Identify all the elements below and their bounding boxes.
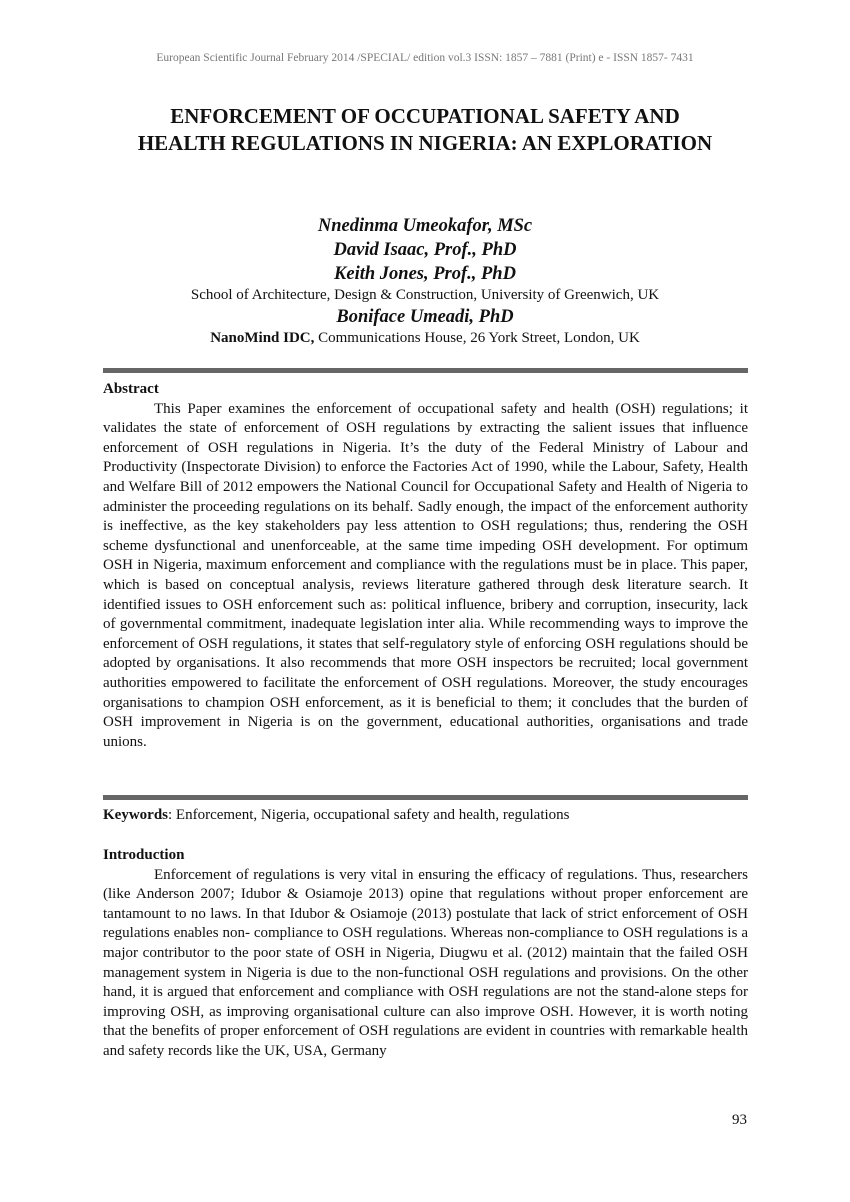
keywords-text: : Enforcement, Nigeria, occupational safety and health, regulations	[168, 807, 570, 823]
author-affiliation: School of Architecture, Design & Construction, University of Greenwich, UK	[190, 287, 660, 303]
title-line-1: ENFORCEMENT OF OCCUPATIONAL SAFETY AND	[170, 104, 680, 128]
running-header: European Scientific Journal February 2014 /SPECIAL/ edition vol.3 ISSN: 1857 – 7881 (Print) e - ISSN 1857- 7431	[156, 52, 694, 64]
author-affiliation	[60, 329, 790, 348]
abstract-bottom-rule	[103, 795, 748, 800]
affiliation-org: NanoMind IDC,	[210, 330, 315, 346]
author-block	[60, 214, 790, 348]
author-name: Keith Jones, Prof., PhD	[334, 264, 516, 284]
introduction-body: Enforcement of regulations is very vital in ensuring the efficacy of regulations. Thus, researchers (like Anderson 2007; Idubor & Osiamoje 2013) opine that regulations without proper enforcement are tantamount to no laws. In that Idubor & Osiamoje (2013) postulate that lack of strict enforcement of OSH regulations enables non- compliance to OSH regulations. Whereas non-compliance to OSH regulations is a major contributor to the poor state of OSH in Nigeria, Diugwu et al. (2012) maintain that the failed OSH management system in Nigeria is due to the non-functional OSH regulations and provisions. On the other hand, it is argued that enforcement and compliance with OSH regulations are not the stand-alone steps for improving OSH, as improving organisational culture can also improve OSH. However, it is worth noting that the benefits of proper enforcement of OSH regulations are evident in countries with remarkable health and safety records like the UK, USA, Germany	[103, 866, 748, 1059]
page-number: 93	[732, 1112, 747, 1128]
abstract-body: This Paper examines the enforcement of occupational safety and health (OSH) regulations; it validates the state of enforcement of OSH regulations by extracting the salient issues that influence enforcement of OSH regulations in Nigeria. It’s the duty of the Federal Ministry of Labour and Productivity (Inspectorate Division) to enforce the Factories Act of 1990, while the Labour, Safety, Health and Welfare Bill of 2012 empowers the National Council for Occupational Safety and Health of Nigeria to administer the proceeding regulations on its behalf. Sadly enough, the impact of the enforcement authority is ineffective, as the key stakeholders pay less attention to OSH regulations; thus, rendering the OSH scheme dysfunctional and unenforceable, at the same time impeding OSH development. For optimum OSH in Nigeria, maximum enforcement and compliance with the regulations must be in place. This paper, which is based on conceptual analysis, reviews literature gathered through desk literature search. It identified issues to OSH enforcement such as: political influence, bribery and corruption, insecurity, lack of governmental commitment, inadequate legislation inter alia. While recommending ways to improve the enforcement of OSH regulations, it states that self-regulatory style of enforcing OSH regulations should be adopted by organisations. It also recommends that more OSH inspectors be recruited; local government authorities empowered to facilitate the enforcement of OSH regulations. Moreover, the study encourages organisations to champion OSH enforcement, as it is beneficial to them; it concludes that the burden of OSH improvement in Nigeria is on the government, educational authorities, organisations and trade unions.	[103, 400, 748, 750]
introduction-heading: Introduction	[103, 847, 185, 863]
affiliation-address: Communications House, 26 York Street, London, UK	[314, 330, 640, 346]
introduction-section	[103, 846, 748, 1062]
paper-title	[60, 103, 790, 157]
abstract-section	[103, 380, 748, 752]
author-name: David Isaac, Prof., PhD	[333, 240, 517, 260]
title-line-2: HEALTH REGULATIONS IN NIGERIA: AN EXPLORATION	[137, 131, 713, 155]
keywords-line	[103, 806, 748, 826]
abstract-top-rule	[103, 368, 748, 373]
keywords-label: Keywords	[103, 807, 168, 823]
author-name: Boniface Umeadi, PhD	[336, 307, 514, 327]
author-name: Nnedinma Umeokafor, MSc	[317, 216, 533, 236]
abstract-heading: Abstract	[103, 381, 159, 397]
